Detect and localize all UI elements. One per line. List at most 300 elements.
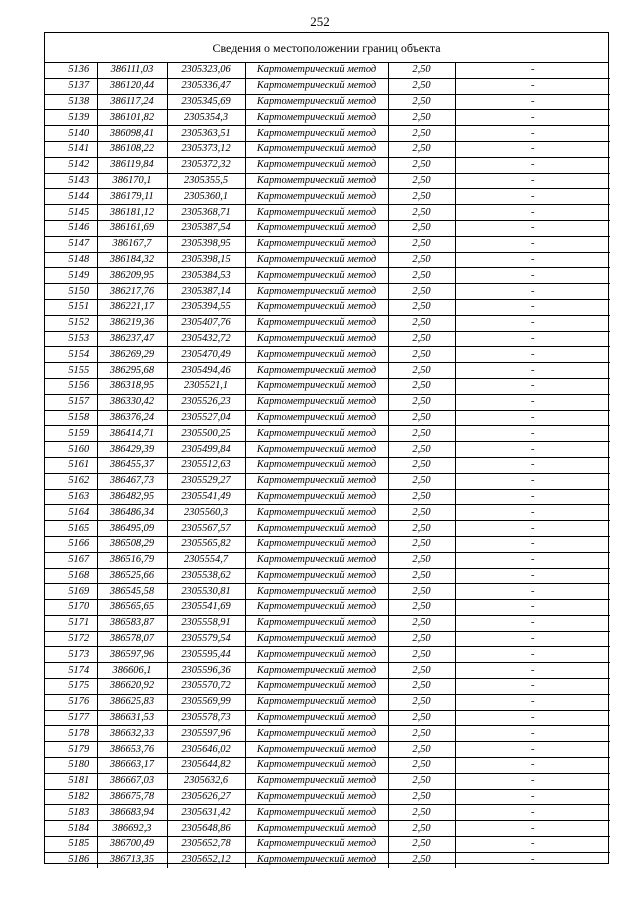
description-cell: - [455, 378, 610, 394]
y-coordinate-cell: 2305632,6 [167, 773, 245, 789]
accuracy-cell: 2,50 [388, 663, 455, 679]
y-coordinate-cell: 2305652,12 [167, 852, 245, 867]
point-number-cell: 5174 [45, 663, 97, 679]
accuracy-cell: 2,50 [388, 584, 455, 600]
x-coordinate-cell: 386700,49 [97, 837, 167, 853]
x-coordinate-cell: 386101,82 [97, 110, 167, 126]
method-cell: Картометрический метод [245, 299, 388, 315]
description-cell: - [455, 789, 610, 805]
y-coordinate-cell: 2305538,62 [167, 568, 245, 584]
table-row [45, 679, 610, 695]
point-number-cell: 5166 [45, 536, 97, 552]
y-coordinate-cell: 2305398,15 [167, 252, 245, 268]
point-number-cell: 5155 [45, 363, 97, 379]
x-coordinate-cell: 386237,47 [97, 331, 167, 347]
method-cell: Картометрический метод [245, 615, 388, 631]
method-cell: Картометрический метод [245, 758, 388, 774]
point-number-cell: 5145 [45, 205, 97, 221]
table-row [45, 331, 610, 347]
y-coordinate-cell: 2305354,3 [167, 110, 245, 126]
x-coordinate-cell: 386675,78 [97, 789, 167, 805]
x-coordinate-cell: 386376,24 [97, 410, 167, 426]
method-cell: Картометрический метод [245, 394, 388, 410]
description-cell: - [455, 473, 610, 489]
accuracy-cell: 2,50 [388, 363, 455, 379]
method-cell: Картометрический метод [245, 252, 388, 268]
y-coordinate-cell: 2305626,27 [167, 789, 245, 805]
description-cell: - [455, 284, 610, 300]
point-number-cell: 5138 [45, 94, 97, 110]
accuracy-cell: 2,50 [388, 394, 455, 410]
point-number-cell: 5182 [45, 789, 97, 805]
point-number-cell: 5164 [45, 505, 97, 521]
accuracy-cell: 2,50 [388, 726, 455, 742]
method-cell: Картометрический метод [245, 331, 388, 347]
accuracy-cell: 2,50 [388, 536, 455, 552]
method-cell: Картометрический метод [245, 78, 388, 94]
table-row [45, 442, 610, 458]
accuracy-cell: 2,50 [388, 426, 455, 442]
method-cell: Картометрический метод [245, 852, 388, 867]
description-cell: - [455, 189, 610, 205]
y-coordinate-cell: 2305387,54 [167, 220, 245, 236]
accuracy-cell: 2,50 [388, 157, 455, 173]
x-coordinate-cell: 386631,53 [97, 710, 167, 726]
description-cell: - [455, 299, 610, 315]
accuracy-cell: 2,50 [388, 189, 455, 205]
method-cell: Картометрический метод [245, 647, 388, 663]
x-coordinate-cell: 386295,68 [97, 363, 167, 379]
description-cell: - [455, 663, 610, 679]
point-number-cell: 5158 [45, 410, 97, 426]
accuracy-cell: 2,50 [388, 694, 455, 710]
y-coordinate-cell: 2305355,5 [167, 173, 245, 189]
table-row [45, 758, 610, 774]
x-coordinate-cell: 386578,07 [97, 631, 167, 647]
y-coordinate-cell: 2305384,53 [167, 268, 245, 284]
y-coordinate-cell: 2305394,55 [167, 299, 245, 315]
point-number-cell: 5161 [45, 457, 97, 473]
description-cell: - [455, 394, 610, 410]
description-cell: - [455, 141, 610, 157]
accuracy-cell: 2,50 [388, 299, 455, 315]
description-cell: - [455, 236, 610, 252]
accuracy-cell: 2,50 [388, 315, 455, 331]
accuracy-cell: 2,50 [388, 331, 455, 347]
table-row [45, 363, 610, 379]
description-cell: - [455, 157, 610, 173]
method-cell: Картометрический метод [245, 710, 388, 726]
coordinates-table-body [45, 63, 610, 868]
description-cell: - [455, 647, 610, 663]
x-coordinate-cell: 386508,29 [97, 536, 167, 552]
method-cell: Картометрический метод [245, 126, 388, 142]
y-coordinate-cell: 2305569,99 [167, 694, 245, 710]
table-row [45, 505, 610, 521]
point-number-cell: 5165 [45, 521, 97, 537]
y-coordinate-cell: 2305579,54 [167, 631, 245, 647]
accuracy-cell: 2,50 [388, 679, 455, 695]
method-cell: Картометрический метод [245, 568, 388, 584]
x-coordinate-cell: 386653,76 [97, 742, 167, 758]
x-coordinate-cell: 386119,84 [97, 157, 167, 173]
method-cell: Картометрический метод [245, 742, 388, 758]
method-cell: Картометрический метод [245, 726, 388, 742]
y-coordinate-cell: 2305432,72 [167, 331, 245, 347]
method-cell: Картометрический метод [245, 157, 388, 173]
point-number-cell: 5168 [45, 568, 97, 584]
x-coordinate-cell: 386516,79 [97, 552, 167, 568]
y-coordinate-cell: 2305541,69 [167, 600, 245, 616]
point-number-cell: 5157 [45, 394, 97, 410]
accuracy-cell: 2,50 [388, 236, 455, 252]
method-cell: Картометрический метод [245, 426, 388, 442]
point-number-cell: 5140 [45, 126, 97, 142]
accuracy-cell: 2,50 [388, 457, 455, 473]
x-coordinate-cell: 386217,76 [97, 284, 167, 300]
table-row [45, 536, 610, 552]
description-cell: - [455, 600, 610, 616]
point-number-cell: 5137 [45, 78, 97, 94]
description-cell: - [455, 505, 610, 521]
method-cell: Картометрический метод [245, 63, 388, 78]
accuracy-cell: 2,50 [388, 284, 455, 300]
description-cell: - [455, 489, 610, 505]
x-coordinate-cell: 386414,71 [97, 426, 167, 442]
y-coordinate-cell: 2305363,51 [167, 126, 245, 142]
table-row [45, 805, 610, 821]
table-row [45, 694, 610, 710]
y-coordinate-cell: 2305345,69 [167, 94, 245, 110]
accuracy-cell: 2,50 [388, 600, 455, 616]
table-row [45, 726, 610, 742]
point-number-cell: 5143 [45, 173, 97, 189]
method-cell: Картометрический метод [245, 679, 388, 695]
description-cell: - [455, 268, 610, 284]
x-coordinate-cell: 386606,1 [97, 663, 167, 679]
table-row [45, 821, 610, 837]
y-coordinate-cell: 2305372,32 [167, 157, 245, 173]
point-number-cell: 5152 [45, 315, 97, 331]
point-number-cell: 5179 [45, 742, 97, 758]
point-number-cell: 5148 [45, 252, 97, 268]
accuracy-cell: 2,50 [388, 78, 455, 94]
y-coordinate-cell: 2305541,49 [167, 489, 245, 505]
table-row [45, 521, 610, 537]
table-title: Сведения о местоположении границ объекта [45, 33, 608, 63]
accuracy-cell: 2,50 [388, 268, 455, 284]
x-coordinate-cell: 386221,17 [97, 299, 167, 315]
description-cell: - [455, 78, 610, 94]
y-coordinate-cell: 2305526,23 [167, 394, 245, 410]
accuracy-cell: 2,50 [388, 442, 455, 458]
description-cell: - [455, 110, 610, 126]
table-row [45, 710, 610, 726]
point-number-cell: 5170 [45, 600, 97, 616]
accuracy-cell: 2,50 [388, 505, 455, 521]
method-cell: Картометрический метод [245, 789, 388, 805]
point-number-cell: 5159 [45, 426, 97, 442]
x-coordinate-cell: 386117,24 [97, 94, 167, 110]
accuracy-cell: 2,50 [388, 205, 455, 221]
accuracy-cell: 2,50 [388, 615, 455, 631]
method-cell: Картометрический метод [245, 536, 388, 552]
x-coordinate-cell: 386098,41 [97, 126, 167, 142]
point-number-cell: 5167 [45, 552, 97, 568]
method-cell: Картометрический метод [245, 600, 388, 616]
description-cell: - [455, 521, 610, 537]
y-coordinate-cell: 2305596,36 [167, 663, 245, 679]
y-coordinate-cell: 2305530,81 [167, 584, 245, 600]
method-cell: Картометрический метод [245, 141, 388, 157]
table-row [45, 600, 610, 616]
table-row [45, 315, 610, 331]
x-coordinate-cell: 386181,12 [97, 205, 167, 221]
boundary-table-frame [44, 32, 609, 864]
description-cell: - [455, 758, 610, 774]
table-row [45, 252, 610, 268]
description-cell: - [455, 837, 610, 853]
accuracy-cell: 2,50 [388, 852, 455, 867]
y-coordinate-cell: 2305499,84 [167, 442, 245, 458]
table-row [45, 615, 610, 631]
table-row [45, 173, 610, 189]
y-coordinate-cell: 2305644,82 [167, 758, 245, 774]
point-number-cell: 5149 [45, 268, 97, 284]
table-row [45, 742, 610, 758]
accuracy-cell: 2,50 [388, 126, 455, 142]
accuracy-cell: 2,50 [388, 141, 455, 157]
y-coordinate-cell: 2305648,86 [167, 821, 245, 837]
table-row [45, 584, 610, 600]
table-row [45, 489, 610, 505]
table-row [45, 837, 610, 853]
description-cell: - [455, 126, 610, 142]
method-cell: Картометрический метод [245, 584, 388, 600]
table-row [45, 205, 610, 221]
y-coordinate-cell: 2305500,25 [167, 426, 245, 442]
description-cell: - [455, 821, 610, 837]
table-row [45, 347, 610, 363]
method-cell: Картометрический метод [245, 773, 388, 789]
table-row [45, 299, 610, 315]
accuracy-cell: 2,50 [388, 568, 455, 584]
point-number-cell: 5171 [45, 615, 97, 631]
point-number-cell: 5163 [45, 489, 97, 505]
method-cell: Картометрический метод [245, 378, 388, 394]
point-number-cell: 5160 [45, 442, 97, 458]
x-coordinate-cell: 386111,03 [97, 63, 167, 78]
point-number-cell: 5147 [45, 236, 97, 252]
accuracy-cell: 2,50 [388, 252, 455, 268]
x-coordinate-cell: 386545,58 [97, 584, 167, 600]
y-coordinate-cell: 2305336,47 [167, 78, 245, 94]
description-cell: - [455, 568, 610, 584]
table-row [45, 426, 610, 442]
table-row [45, 568, 610, 584]
y-coordinate-cell: 2305368,71 [167, 205, 245, 221]
description-cell: - [455, 63, 610, 78]
point-number-cell: 5139 [45, 110, 97, 126]
description-cell: - [455, 410, 610, 426]
point-number-cell: 5177 [45, 710, 97, 726]
method-cell: Картометрический метод [245, 805, 388, 821]
accuracy-cell: 2,50 [388, 473, 455, 489]
y-coordinate-cell: 2305512,63 [167, 457, 245, 473]
table-row [45, 220, 610, 236]
point-number-cell: 5184 [45, 821, 97, 837]
point-number-cell: 5153 [45, 331, 97, 347]
x-coordinate-cell: 386482,95 [97, 489, 167, 505]
y-coordinate-cell: 2305527,04 [167, 410, 245, 426]
x-coordinate-cell: 386625,83 [97, 694, 167, 710]
table-row [45, 773, 610, 789]
x-coordinate-cell: 386683,94 [97, 805, 167, 821]
method-cell: Картометрический метод [245, 173, 388, 189]
description-cell: - [455, 536, 610, 552]
table-row [45, 410, 610, 426]
y-coordinate-cell: 2305407,76 [167, 315, 245, 331]
description-cell: - [455, 331, 610, 347]
point-number-cell: 5136 [45, 63, 97, 78]
method-cell: Картометрический метод [245, 489, 388, 505]
x-coordinate-cell: 386692,3 [97, 821, 167, 837]
table-row [45, 378, 610, 394]
accuracy-cell: 2,50 [388, 173, 455, 189]
point-number-cell: 5169 [45, 584, 97, 600]
page-number: 252 [310, 14, 330, 29]
y-coordinate-cell: 2305631,42 [167, 805, 245, 821]
point-number-cell: 5173 [45, 647, 97, 663]
x-coordinate-cell: 386170,1 [97, 173, 167, 189]
x-coordinate-cell: 386667,03 [97, 773, 167, 789]
method-cell: Картометрический метод [245, 631, 388, 647]
table-row [45, 157, 610, 173]
accuracy-cell: 2,50 [388, 758, 455, 774]
table-row [45, 63, 610, 78]
y-coordinate-cell: 2305567,57 [167, 521, 245, 537]
description-cell: - [455, 252, 610, 268]
x-coordinate-cell: 386120,44 [97, 78, 167, 94]
accuracy-cell: 2,50 [388, 742, 455, 758]
x-coordinate-cell: 386620,92 [97, 679, 167, 695]
method-cell: Картометрический метод [245, 473, 388, 489]
y-coordinate-cell: 2305597,96 [167, 726, 245, 742]
table-row [45, 631, 610, 647]
y-coordinate-cell: 2305578,73 [167, 710, 245, 726]
x-coordinate-cell: 386713,35 [97, 852, 167, 867]
x-coordinate-cell: 386467,73 [97, 473, 167, 489]
description-cell: - [455, 94, 610, 110]
table-row [45, 126, 610, 142]
y-coordinate-cell: 2305529,27 [167, 473, 245, 489]
method-cell: Картометрический метод [245, 94, 388, 110]
x-coordinate-cell: 386565,65 [97, 600, 167, 616]
method-cell: Картометрический метод [245, 663, 388, 679]
point-number-cell: 5151 [45, 299, 97, 315]
table-row [45, 852, 610, 867]
point-number-cell: 5175 [45, 679, 97, 695]
accuracy-cell: 2,50 [388, 773, 455, 789]
x-coordinate-cell: 386184,32 [97, 252, 167, 268]
description-cell: - [455, 726, 610, 742]
y-coordinate-cell: 2305595,44 [167, 647, 245, 663]
table-row [45, 552, 610, 568]
y-coordinate-cell: 2305494,46 [167, 363, 245, 379]
point-number-cell: 5144 [45, 189, 97, 205]
description-cell: - [455, 205, 610, 221]
method-cell: Картометрический метод [245, 457, 388, 473]
method-cell: Картометрический метод [245, 552, 388, 568]
accuracy-cell: 2,50 [388, 220, 455, 236]
method-cell: Картометрический метод [245, 363, 388, 379]
description-cell: - [455, 742, 610, 758]
x-coordinate-cell: 386429,39 [97, 442, 167, 458]
method-cell: Картометрический метод [245, 220, 388, 236]
table-row [45, 141, 610, 157]
accuracy-cell: 2,50 [388, 647, 455, 663]
y-coordinate-cell: 2305373,12 [167, 141, 245, 157]
y-coordinate-cell: 2305558,91 [167, 615, 245, 631]
y-coordinate-cell: 2305470,49 [167, 347, 245, 363]
table-row [45, 284, 610, 300]
point-number-cell: 5150 [45, 284, 97, 300]
x-coordinate-cell: 386219,36 [97, 315, 167, 331]
accuracy-cell: 2,50 [388, 63, 455, 78]
point-number-cell: 5142 [45, 157, 97, 173]
accuracy-cell: 2,50 [388, 631, 455, 647]
x-coordinate-cell: 386632,33 [97, 726, 167, 742]
x-coordinate-cell: 386330,42 [97, 394, 167, 410]
description-cell: - [455, 220, 610, 236]
table-row [45, 473, 610, 489]
table-row [45, 663, 610, 679]
method-cell: Картометрический метод [245, 837, 388, 853]
table-row [45, 110, 610, 126]
description-cell: - [455, 631, 610, 647]
point-number-cell: 5180 [45, 758, 97, 774]
point-number-cell: 5172 [45, 631, 97, 647]
description-cell: - [455, 173, 610, 189]
description-cell: - [455, 552, 610, 568]
point-number-cell: 5156 [45, 378, 97, 394]
description-cell: - [455, 363, 610, 379]
accuracy-cell: 2,50 [388, 94, 455, 110]
method-cell: Картометрический метод [245, 189, 388, 205]
description-cell: - [455, 852, 610, 867]
accuracy-cell: 2,50 [388, 347, 455, 363]
description-cell: - [455, 773, 610, 789]
x-coordinate-cell: 386318,95 [97, 378, 167, 394]
point-number-cell: 5186 [45, 852, 97, 867]
y-coordinate-cell: 2305646,02 [167, 742, 245, 758]
table-row [45, 789, 610, 805]
table-row [45, 189, 610, 205]
x-coordinate-cell: 386209,95 [97, 268, 167, 284]
point-number-cell: 5141 [45, 141, 97, 157]
y-coordinate-cell: 2305652,78 [167, 837, 245, 853]
method-cell: Картометрический метод [245, 284, 388, 300]
point-number-cell: 5178 [45, 726, 97, 742]
point-number-cell: 5185 [45, 837, 97, 853]
x-coordinate-cell: 386108,22 [97, 141, 167, 157]
accuracy-cell: 2,50 [388, 521, 455, 537]
y-coordinate-cell: 2305360,1 [167, 189, 245, 205]
description-cell: - [455, 694, 610, 710]
method-cell: Картометрический метод [245, 110, 388, 126]
x-coordinate-cell: 386269,29 [97, 347, 167, 363]
x-coordinate-cell: 386455,37 [97, 457, 167, 473]
